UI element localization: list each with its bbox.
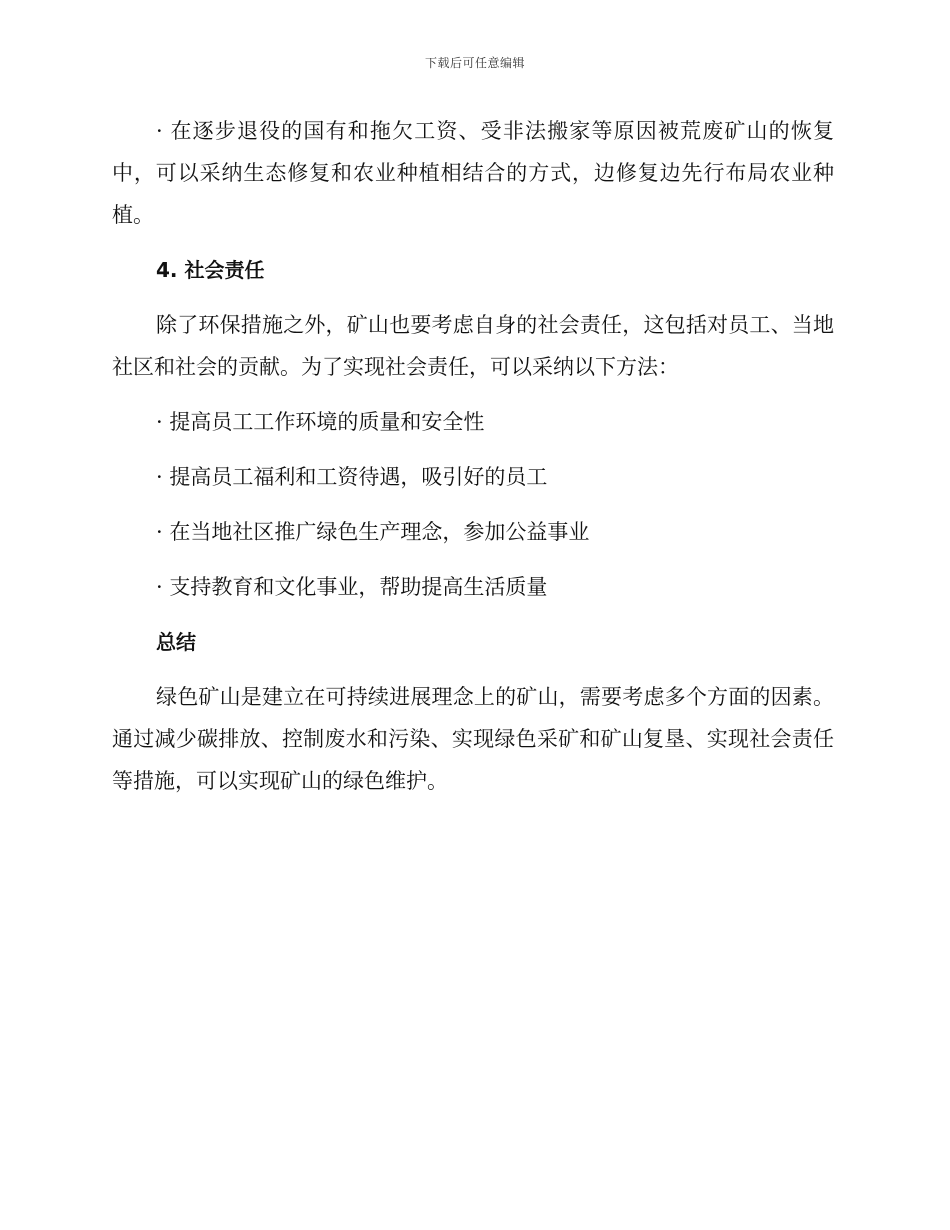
list-item: · 提高员工福利和工资待遇，吸引好的员工	[156, 465, 548, 489]
list-item: · 提高员工工作环境的质量和安全性	[156, 410, 485, 434]
header-note: 下载后可任意编辑	[424, 56, 525, 70]
list-item: · 支持教育和文化事业，帮助提高生活质量	[156, 575, 548, 599]
section-intro-paragraph: 除了环保措施之外，矿山也要考虑自身的社会责任，这包括对员工、当地社区和社会的贡献。为了实现社会责任，可以采纳以下方法：	[112, 313, 834, 379]
list-item: · 在当地社区推广绿色生产理念，参加公益事业	[156, 520, 590, 544]
summary-paragraph: 绿色矿山是建立在可持续进展理念上的矿山，需要考虑多个方面的因素。通过减少碳排放、控制废水和污染、实现绿色采矿和矿山复垦、实现社会责任等措施，可以实现矿山的绿色维护。	[112, 685, 834, 793]
bullet-restore-paragraph: · 在逐步退役的国有和拖欠工资、受非法搬家等原因被荒废矿山的恢复中，可以采纳生态修复和农业种植相结合的方式，边修复边先行布局农业种植。	[112, 119, 834, 227]
document-body	[112, 110, 834, 802]
section-heading-summary: 总结	[156, 630, 196, 654]
section-heading-social-responsibility: 4. 社会责任	[156, 258, 265, 282]
